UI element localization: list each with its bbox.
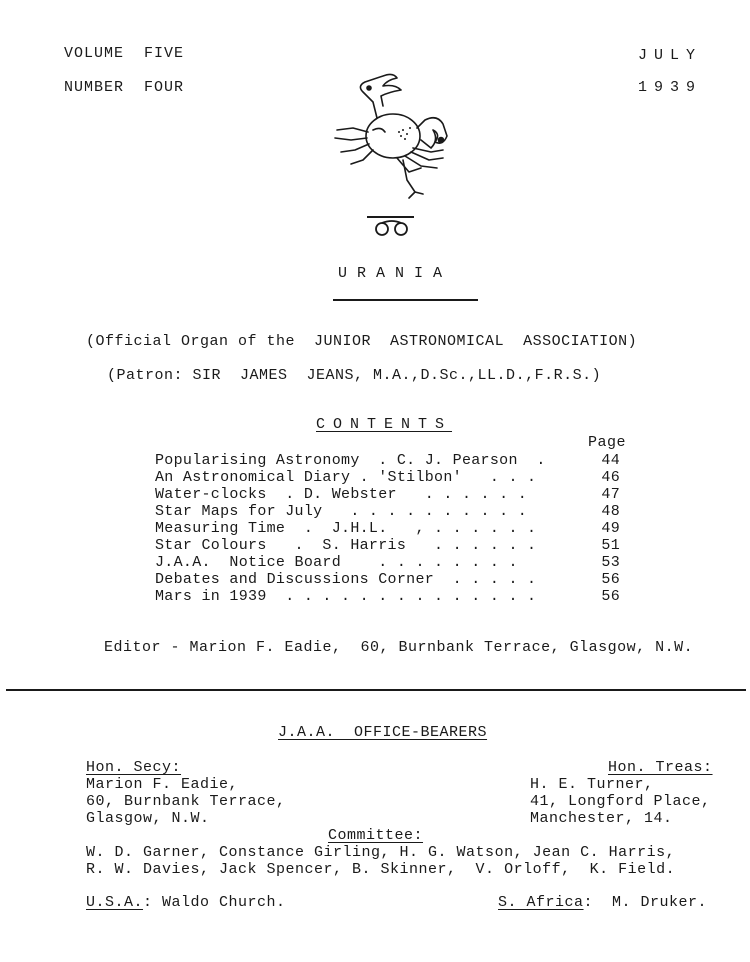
committee-line: R. W. Davies, Jack Spencer, B. Skinner, V. Orloff, K. Field. bbox=[86, 861, 676, 878]
toc-page: 53 bbox=[601, 554, 620, 571]
toc-title: J.A.A. Notice Board . . . . . . . . bbox=[155, 554, 518, 571]
page-column-label: Page bbox=[588, 434, 627, 451]
secretary-line: 60, Burnbank Terrace, bbox=[86, 793, 286, 810]
toc-entry[interactable] bbox=[155, 554, 620, 571]
editor-line: Editor - Marion F. Eadie, 60, Burnbank Terrace, Glasgow, N.W. bbox=[104, 639, 694, 656]
subtitle: (Official Organ of the JUNIOR ASTRONOMICAL ASSOCIATION) bbox=[86, 333, 638, 350]
toc-title: Water-clocks . D. Webster . . . . . . bbox=[155, 486, 528, 503]
toc-page: 44 bbox=[601, 452, 620, 469]
s-africa-label: S. Africa bbox=[498, 894, 584, 911]
volume-label: VOLUME FIVE bbox=[64, 45, 185, 62]
cancer-symbol-icon bbox=[372, 220, 412, 238]
secretary-label: Hon. Secy: bbox=[86, 759, 182, 776]
toc-page: 48 bbox=[601, 503, 620, 520]
toc-page: 49 bbox=[601, 520, 620, 537]
number-label: NUMBER FOUR bbox=[64, 79, 185, 96]
toc-entry[interactable] bbox=[155, 503, 620, 520]
office-bearers-heading: J.A.A. OFFICE-BEARERS bbox=[278, 724, 488, 741]
toc-page: 56 bbox=[601, 571, 620, 588]
toc-title: Star Colours . S. Harris . . . . . . bbox=[155, 537, 537, 554]
toc-title: Popularising Astronomy . C. J. Pearson . bbox=[155, 452, 546, 469]
toc-entry[interactable] bbox=[155, 486, 620, 503]
toc-title: Star Maps for July . . . . . . . . . . bbox=[155, 503, 528, 520]
month-label: JULY bbox=[638, 47, 703, 64]
secretary-line: Marion F. Eadie, bbox=[86, 776, 239, 793]
symbol-overline bbox=[367, 216, 414, 218]
toc-page: 51 bbox=[601, 537, 620, 554]
s-africa-representative bbox=[498, 894, 707, 911]
toc-page: 56 bbox=[601, 588, 620, 605]
toc-entry[interactable] bbox=[155, 588, 620, 605]
treasurer-line: Manchester, 14. bbox=[530, 810, 673, 827]
toc-title: Debates and Discussions Corner . . . . . bbox=[155, 571, 537, 588]
year-label: 1939 bbox=[638, 79, 703, 96]
usa-representative bbox=[86, 894, 286, 911]
toc-entry[interactable] bbox=[155, 571, 620, 588]
contents-heading: CONTENTS bbox=[316, 416, 453, 433]
toc-entry[interactable] bbox=[155, 537, 620, 554]
committee-label: Committee: bbox=[328, 827, 424, 844]
treasurer-label: Hon. Treas: bbox=[608, 759, 713, 776]
treasurer-line: 41, Longford Place, bbox=[530, 793, 711, 810]
toc-page: 47 bbox=[601, 486, 620, 503]
patron-line: (Patron: SIR JAMES JEANS, M.A.,D.Sc.,LL.D.,F.R.S.) bbox=[107, 367, 602, 384]
usa-label: U.S.A. bbox=[86, 894, 144, 911]
committee-line: W. D. Garner, Constance Girling, H. G. Watson, Jean C. Harris, bbox=[86, 844, 676, 861]
s-africa-value: : M. Druker. bbox=[583, 894, 708, 911]
toc-title: An Astronomical Diary . 'Stilbon' . . . bbox=[155, 469, 537, 486]
usa-value: : Waldo Church. bbox=[143, 894, 286, 911]
secretary-line: Glasgow, N.W. bbox=[86, 810, 210, 827]
toc-entry[interactable] bbox=[155, 452, 620, 469]
title-rule bbox=[333, 299, 478, 301]
treasurer-line: H. E. Turner, bbox=[530, 776, 654, 793]
crab-icon bbox=[325, 68, 455, 213]
toc-entry[interactable] bbox=[155, 520, 620, 537]
toc-title: Mars in 1939 . . . . . . . . . . . . . . bbox=[155, 588, 537, 605]
section-divider bbox=[6, 689, 746, 691]
toc-page: 46 bbox=[601, 469, 620, 486]
toc-title: Measuring Time . J.H.L. , . . . . . . bbox=[155, 520, 537, 537]
toc-entry[interactable] bbox=[155, 469, 620, 486]
publication-title: URANIA bbox=[338, 265, 453, 282]
